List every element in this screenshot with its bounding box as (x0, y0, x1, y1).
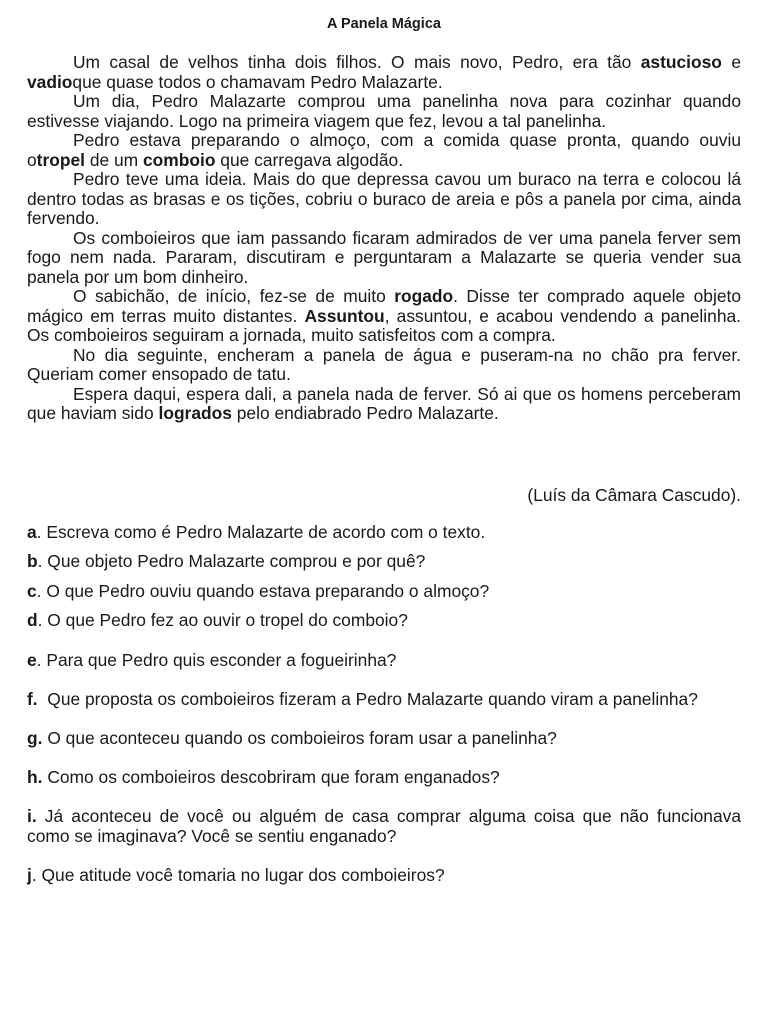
question-separator: . (36, 581, 47, 601)
question-letter: i. (27, 806, 37, 826)
question-text: Para que Pedro quis esconder a fogueirinha? (46, 650, 397, 670)
bold-word: vadio (27, 71, 73, 92)
question-text: O que Pedro ouviu quando estava preparando o almoço? (46, 581, 490, 601)
question-item (27, 650, 741, 670)
bold-word: Assuntou (304, 305, 385, 326)
question-text: Que atitude você tomaria no lugar dos comboieiros? (41, 865, 445, 885)
question-letter: c (27, 581, 37, 601)
text-run: . Disse ter comprado aquele objeto mágico em terras muito distantes. (27, 286, 741, 326)
bold-word: astucioso (640, 52, 722, 72)
story-paragraph (27, 170, 741, 229)
question-item (27, 610, 741, 630)
question-item (27, 767, 741, 787)
story-paragraph (27, 131, 741, 170)
question-separator: . (31, 865, 42, 885)
story-paragraph (27, 53, 741, 92)
question-letter: a (27, 522, 37, 542)
text-run: que quase todos o chamavam Pedro Malazarte. (72, 71, 443, 92)
question-item (27, 522, 741, 542)
text-run: Um dia, Pedro Malazarte comprou uma panelinha nova para cozinhar quando estivesse viajando. Logo na primeira viagem que fez, levou a tal panelinha. (27, 91, 741, 131)
text-run: Os comboieiros que iam passando ficaram admirados de ver uma panela ferver sem fogo nem nada. Pararam, discutiram e perguntaram a Malazarte se queria vender sua panela por um bom dinheiro. (27, 227, 741, 287)
question-separator (37, 806, 45, 826)
question-text: Que objeto Pedro Malazarte comprou e por quê? (47, 551, 426, 571)
text-run: que carregava algodão. (215, 149, 404, 170)
text-run: pelo endiabrado Pedro Malazarte. (231, 403, 499, 423)
question-separator (38, 689, 48, 709)
text-run: Pedro estava preparando o almoço, com a comida quase pronta, quando ouviu o (27, 130, 741, 170)
text-run: Um casal de velhos tinha dois filhos. O mais novo, Pedro, era tão (73, 52, 641, 72)
text-run: , assuntou, e acabou vendendo a panelinha. Os comboieiros seguiram a jornada, muito satisfeitos com a compra. (27, 305, 741, 345)
text-run: de um (84, 149, 143, 170)
question-letter: d (27, 610, 38, 630)
question-letter: e (27, 650, 37, 670)
text-run: e (721, 52, 741, 72)
text-run: No dia seguinte, encheram a panela de água e puseram-na no chão pra ferver. Queriam comer ensopado de tatu. (27, 344, 741, 384)
question-letter: f. (27, 689, 38, 709)
story-paragraph (27, 92, 741, 131)
story-text (27, 53, 741, 424)
story-paragraph (27, 229, 741, 288)
question-separator: . (37, 551, 48, 571)
text-run: O sabichão, de início, fez-se de muito (73, 286, 395, 306)
author-credit: (Luís da Câmara Cascudo). (527, 485, 741, 505)
text-run: Pedro teve uma ideia. Mais do que depressa cavou um buraco na terra e colocou lá dentro todas as brasas e os tições, cobriu o buraco de areia e pôs a panela por cima, ainda fervendo. (27, 169, 741, 228)
story-paragraph (27, 346, 741, 385)
question-text: Já aconteceu de você ou alguém de casa comprar alguma coisa que não funcionava como se imaginava? Você se sentiu enganado? (27, 806, 741, 846)
bold-word: rogado (394, 286, 454, 306)
question-letter: b (27, 551, 38, 571)
question-text: Escreva como é Pedro Malazarte de acordo com o texto. (46, 522, 486, 542)
question-letter: j (27, 865, 32, 885)
question-letter: g. (27, 728, 43, 748)
story-paragraph (27, 287, 741, 346)
story-paragraph (27, 385, 741, 424)
question-text: O que aconteceu quando os comboieiros foram usar a panelinha? (47, 728, 557, 748)
question-item (27, 551, 741, 571)
bold-word: tropel (36, 149, 85, 170)
question-separator: . (36, 650, 47, 670)
question-separator: . (37, 610, 48, 630)
question-item (27, 689, 741, 709)
text-run: Espera daqui, espera dali, a panela nada de ferver. Só ai que os homens perceberam que haviam sido (27, 383, 741, 423)
bold-word: comboio (142, 149, 216, 170)
document-title: A Panela Mágica (327, 16, 441, 32)
bold-word: logrados (158, 403, 232, 423)
question-item (27, 806, 741, 846)
question-item (27, 865, 741, 885)
question-text: O que Pedro fez ao ouvir o tropel do comboio? (47, 610, 408, 630)
question-letter: h. (27, 767, 43, 787)
question-item (27, 581, 741, 601)
question-item (27, 728, 741, 748)
question-separator: . (36, 522, 47, 542)
question-text: Que proposta os comboieiros fizeram a Pedro Malazarte quando viram a panelinha? (47, 689, 698, 709)
question-text: Como os comboieiros descobriram que foram enganados? (47, 767, 500, 787)
